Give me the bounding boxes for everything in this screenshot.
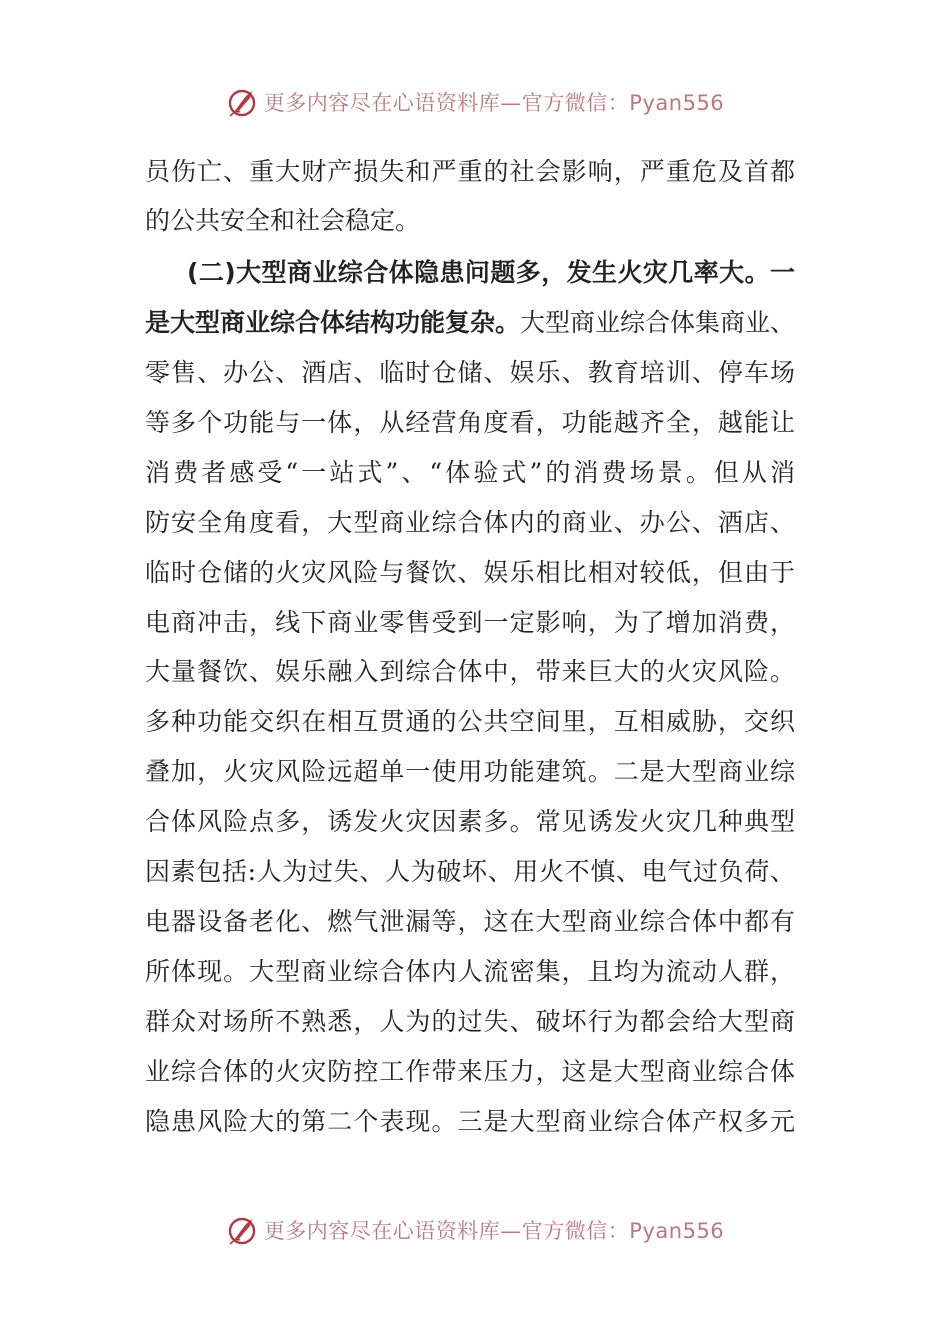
pen-nib-icon	[226, 1213, 260, 1247]
text-line: 消费者感受“一站式”、“体验式”的消费场景。但从消	[145, 458, 795, 487]
watermark-text: 更多内容尽在心语资料库—官方微信：Pyan556	[263, 1219, 725, 1243]
text-line: 员伤亡、重大财产损失和严重的社会影响，严重危及首都	[145, 157, 795, 186]
watermark-text: 更多内容尽在心语资料库—官方微信：Pyan556	[263, 91, 725, 115]
footer-watermark-banner	[0, 1210, 950, 1250]
text-line: 所体现。大型商业综合体内人流密集，且均为流动人群，	[145, 957, 795, 986]
text-line: 合体风险点多，诱发火灾因素多。常见诱发火灾几种典型	[145, 807, 795, 836]
text-line: 多种功能交织在相互贯通的公共空间里，互相威胁，交织	[145, 707, 795, 736]
text-line: 电商冲击，线下商业零售受到一定影响，为了增加消费，	[145, 608, 795, 637]
text-line: 临时仓储的火灾风险与餐饮、娱乐相比相对较低，但由于	[145, 558, 795, 587]
header-watermark-banner	[0, 82, 950, 122]
text-line: 零售、办公、酒店、临时仓储、娱乐、教育培训、停车场	[145, 358, 795, 387]
text-line: 防安全角度看，大型商业综合体内的商业、办公、酒店、	[145, 508, 795, 537]
text-line: 电器设备老化、燃气泄漏等，这在大型商业综合体中都有	[145, 907, 795, 936]
section-heading-line: (二)大型商业综合体隐患问题多，发生火灾几率大。一	[187, 258, 795, 287]
text-line: 因素包括:人为过失、人为破坏、用火不慎、电气过负荷、	[145, 857, 795, 886]
text-line: 等多个功能与一体，从经营角度看，功能越齐全，越能让	[145, 408, 795, 437]
pen-nib-icon	[226, 85, 260, 119]
text-line: 是大型商业综合体结构功能复杂。大型商业综合体集商业、	[145, 308, 796, 337]
text-line: 的公共安全和社会稳定。	[145, 206, 421, 235]
text-line: 大量餐饮、娱乐融入到综合体中，带来巨大的火灾风险。	[145, 657, 795, 686]
text-line: 业综合体的火灾防控工作带来压力，这是大型商业综合体	[145, 1057, 795, 1086]
text-line: 隐患风险大的第二个表现。三是大型商业综合体产权多元	[145, 1107, 795, 1136]
text-line: 群众对场所不熟悉，人为的过失、破坏行为都会给大型商	[145, 1007, 795, 1036]
text-line: 叠加，火灾风险远超单一使用功能建筑。二是大型商业综	[145, 757, 795, 786]
